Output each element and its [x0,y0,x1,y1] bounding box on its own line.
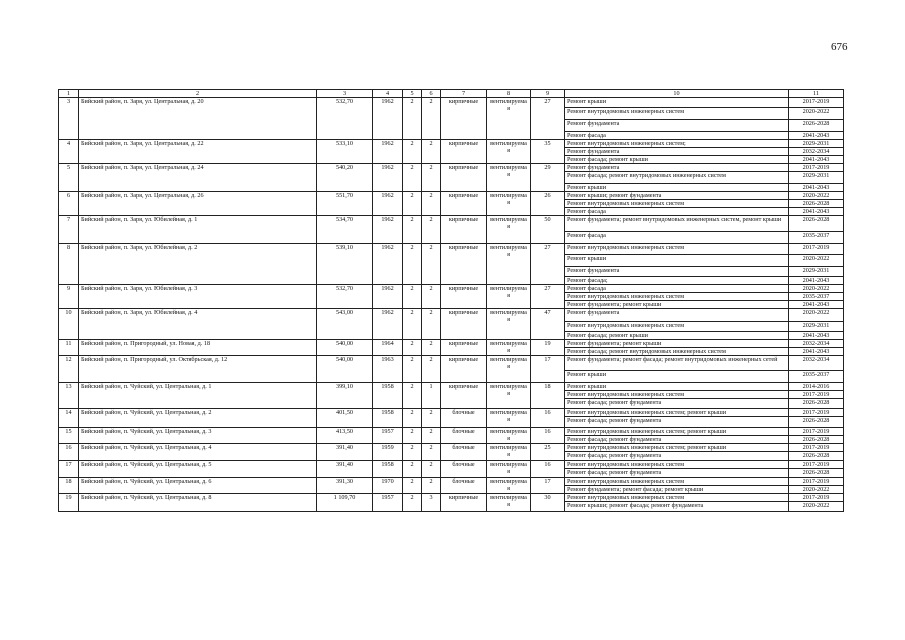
repair-work-cell: Ремонт крыши; ремонт фасада; ремонт фундамента [565,502,789,512]
header-cell: 3 [317,90,373,98]
entrances-cell: 2 [422,428,441,444]
floors-cell: 2 [403,216,422,244]
house-number-cell: 17 [59,461,79,478]
roof-type-cell: вентилируема я [487,98,531,140]
repair-work-cell: Ремонт крыши [565,98,789,108]
floors-cell: 2 [403,428,422,444]
area-cell: 539,10 [317,244,373,285]
repair-period-cell: 2017-2019 [789,444,844,452]
apartments-cell: 29 [531,164,565,192]
table-row [59,478,844,486]
entrances-cell: 2 [422,309,441,340]
repair-period-cell: 2041-2043 [789,156,844,164]
floors-cell: 2 [403,285,422,309]
repair-work-cell: Ремонт фундамента [565,148,789,156]
address-cell: Бийский район, п. Заря, ул. Центральная, д. 22 [79,140,317,164]
year-cell: 1958 [373,409,403,428]
repair-work-cell: Ремонт фундамента; ремонт крыши [565,301,789,309]
house-number-cell: 19 [59,494,79,512]
wall-material-cell: кирпичные [441,164,487,192]
table-row [59,444,844,452]
repair-period-cell: 2014-2016 [789,383,844,391]
repair-period-cell: 2020-2022 [789,309,844,322]
repair-period-cell: 2026-2028 [789,469,844,478]
repair-period-cell: 2017-2019 [789,461,844,469]
year-cell: 1957 [373,428,403,444]
entrances-cell: 2 [422,216,441,244]
roof-type-cell: вентилируема я [487,140,531,164]
repair-work-cell: Ремонт фасада [565,208,789,216]
repair-work-cell: Ремонт внутридомовых инженерных систем; ремонт крыши [565,409,789,417]
repair-work-cell: Ремонт внутридомовых инженерных систем; [565,140,789,148]
repair-work-cell: Ремонт внутридомовых инженерных систем [565,293,789,301]
table-row [59,285,844,293]
apartments-cell: 26 [531,192,565,216]
wall-material-cell: кирпичные [441,192,487,216]
header-cell: 4 [373,90,403,98]
year-cell: 1958 [373,383,403,409]
address-cell: Бийский район, п. Чуйский, ул. Центральная, д. 4 [79,444,317,461]
year-cell: 1962 [373,285,403,309]
year-cell: 1962 [373,98,403,140]
repair-work-cell: Ремонт внутридомовых инженерных систем [565,461,789,469]
house-number-cell: 4 [59,140,79,164]
repair-period-cell: 2020-2022 [789,502,844,512]
apartments-cell: 16 [531,461,565,478]
year-cell: 1962 [373,192,403,216]
header-cell: 5 [403,90,422,98]
area-cell: 534,70 [317,216,373,244]
roof-type-cell: вентилируема я [487,444,531,461]
year-cell: 1970 [373,478,403,494]
repair-work-cell: Ремонт фасада; ремонт фундамента [565,399,789,409]
address-cell: Бийский район, п. Заря, ул. Юбилейная, д. 1 [79,216,317,244]
table-row [59,461,844,469]
area-cell: 391,40 [317,461,373,478]
house-number-cell: 9 [59,285,79,309]
area-cell: 532,70 [317,285,373,309]
floors-cell: 2 [403,444,422,461]
apartments-cell: 16 [531,409,565,428]
house-number-cell: 8 [59,244,79,285]
apartments-cell: 50 [531,216,565,244]
repair-period-cell: 2020-2022 [789,192,844,200]
floors-cell: 2 [403,356,422,383]
repair-schedule-table [58,89,844,512]
repair-period-cell: 2026-2028 [789,216,844,232]
wall-material-cell: кирпичные [441,309,487,340]
header-cell: 11 [789,90,844,98]
entrances-cell: 2 [422,409,441,428]
header-cell: 1 [59,90,79,98]
repair-period-cell: 2041-2043 [789,208,844,216]
entrances-cell: 3 [422,494,441,512]
page-number: 676 [831,41,848,53]
repair-period-cell: 2026-2028 [789,200,844,208]
table-row [59,140,844,148]
area-cell: 399,10 [317,383,373,409]
repair-work-cell: Ремонт крыши [565,383,789,391]
repair-period-cell: 2032-2034 [789,340,844,348]
floors-cell: 2 [403,494,422,512]
address-cell: Бийский район, п. Чуйский, ул. Центральная, д. 5 [79,461,317,478]
year-cell: 1964 [373,340,403,356]
repair-period-cell: 2029-2031 [789,172,844,184]
area-cell: 551,70 [317,192,373,216]
house-number-cell: 13 [59,383,79,409]
table-row [59,216,844,232]
roof-type-cell: вентилируема я [487,409,531,428]
address-cell: Бийский район, п. Чуйский, ул. Центральная, д. 8 [79,494,317,512]
house-number-cell: 6 [59,192,79,216]
repair-period-cell: 2032-2034 [789,148,844,156]
table-body [59,98,844,512]
repair-period-cell: 2017-2019 [789,244,844,255]
address-cell: Бийский район, п. Заря, ул. Юбилейная, д. 2 [79,244,317,285]
repair-work-cell: Ремонт фасада; ремонт фундамента [565,436,789,444]
repair-period-cell: 2026-2028 [789,436,844,444]
table-row [59,244,844,255]
table-row [59,98,844,108]
repair-work-cell: Ремонт внутридомовых инженерных систем [565,108,789,120]
header-cell: 8 [487,90,531,98]
address-cell: Бийский район, п. Чуйский, ул. Центральная, д. 3 [79,428,317,444]
area-cell: 532,70 [317,98,373,140]
table-row [59,409,844,417]
repair-work-cell: Ремонт фасада; ремонт крыши [565,332,789,340]
repair-period-cell: 2029-2031 [789,140,844,148]
wall-material-cell: кирпичные [441,356,487,383]
repair-period-cell: 2041-2043 [789,332,844,340]
repair-period-cell: 2041-2043 [789,301,844,309]
repair-period-cell: 2029-2031 [789,267,844,277]
repair-work-cell: Ремонт фасада; ремонт внутридомовых инженерных систем [565,172,789,184]
wall-material-cell: кирпичные [441,98,487,140]
entrances-cell: 2 [422,244,441,285]
area-cell: 540,00 [317,340,373,356]
floors-cell: 2 [403,478,422,494]
repair-period-cell: 2017-2019 [789,391,844,399]
roof-type-cell: вентилируема я [487,356,531,383]
wall-material-cell: блочные [441,478,487,494]
area-cell: 391,40 [317,444,373,461]
floors-cell: 2 [403,140,422,164]
table-row [59,428,844,436]
repair-work-cell: Ремонт фасада [565,132,789,140]
entrances-cell: 2 [422,140,441,164]
apartments-cell: 18 [531,383,565,409]
header-cell: 10 [565,90,789,98]
repair-work-cell: Ремонт фасада; ремонт фундамента [565,469,789,478]
address-cell: Бийский район, п. Пригородный, ул. Новая, д. 18 [79,340,317,356]
house-number-cell: 12 [59,356,79,383]
house-number-cell: 18 [59,478,79,494]
repair-work-cell: Ремонт фундамента [565,120,789,132]
entrances-cell: 2 [422,478,441,494]
house-number-cell: 10 [59,309,79,340]
address-cell: Бийский район, п. Чуйский, ул. Центральная, д. 1 [79,383,317,409]
floors-cell: 2 [403,340,422,356]
repair-work-cell: Ремонт внутридомовых инженерных систем [565,478,789,486]
repair-period-cell: 2035-2037 [789,293,844,301]
table-row [59,192,844,200]
entrances-cell: 2 [422,164,441,192]
repair-work-cell: Ремонт фасада; [565,277,789,285]
header-row [59,90,844,98]
apartments-cell: 35 [531,140,565,164]
repair-work-cell: Ремонт фундамента [565,309,789,322]
wall-material-cell: блочные [441,444,487,461]
wall-material-cell: блочные [441,428,487,444]
year-cell: 1963 [373,356,403,383]
repair-period-cell: 2041-2043 [789,277,844,285]
table-row [59,383,844,391]
address-cell: Бийский район, п. Чуйский, ул. Центральная, д. 2 [79,409,317,428]
house-number-cell: 7 [59,216,79,244]
entrances-cell: 2 [422,285,441,309]
repair-period-cell: 2017-2019 [789,164,844,172]
roof-type-cell: вентилируема я [487,285,531,309]
year-cell: 1962 [373,244,403,285]
repair-period-cell: 2017-2019 [789,409,844,417]
area-cell: 1 109,70 [317,494,373,512]
repair-work-cell: Ремонт фасада; ремонт фундамента [565,417,789,428]
repair-work-cell: Ремонт фасада [565,232,789,244]
repair-work-cell: Ремонт внутридомовых инженерных систем [565,200,789,208]
repair-period-cell: 2029-2031 [789,322,844,332]
floors-cell: 2 [403,244,422,285]
repair-period-cell: 2035-2037 [789,371,844,383]
area-cell: 543,00 [317,309,373,340]
repair-period-cell: 2041-2043 [789,184,844,192]
roof-type-cell: вентилируема я [487,340,531,356]
year-cell: 1957 [373,494,403,512]
area-cell: 533,10 [317,140,373,164]
repair-work-cell: Ремонт фундамента [565,267,789,277]
repair-period-cell: 2017-2019 [789,428,844,436]
repair-work-cell: Ремонт фасада [565,285,789,293]
repair-work-cell: Ремонт фундамента; ремонт крыши [565,340,789,348]
wall-material-cell: кирпичные [441,140,487,164]
table-row [59,164,844,172]
repair-period-cell: 2026-2028 [789,399,844,409]
year-cell: 1962 [373,164,403,192]
repair-period-cell: 2017-2019 [789,494,844,502]
repair-work-cell: Ремонт крыши [565,184,789,192]
entrances-cell: 2 [422,340,441,356]
header-cell: 9 [531,90,565,98]
repair-period-cell: 2026-2028 [789,120,844,132]
wall-material-cell: кирпичные [441,244,487,285]
address-cell: Бийский район, п. Заря, ул. Центральная, д. 24 [79,164,317,192]
house-number-cell: 5 [59,164,79,192]
apartments-cell: 25 [531,444,565,461]
apartments-cell: 30 [531,494,565,512]
floors-cell: 2 [403,192,422,216]
wall-material-cell: кирпичные [441,216,487,244]
repair-work-cell: Ремонт внутридомовых инженерных систем [565,244,789,255]
roof-type-cell: вентилируема я [487,309,531,340]
repair-work-cell: Ремонт внутридомовых инженерных систем [565,494,789,502]
repair-work-cell: Ремонт внутридомовых инженерных систем [565,391,789,399]
repair-period-cell: 2041-2043 [789,132,844,140]
year-cell: 1962 [373,309,403,340]
house-number-cell: 15 [59,428,79,444]
table-row [59,356,844,371]
apartments-cell: 47 [531,309,565,340]
repair-work-cell: Ремонт внутридомовых инженерных систем [565,322,789,332]
wall-material-cell: кирпичные [441,383,487,409]
roof-type-cell: вентилируема я [487,494,531,512]
repair-work-cell: Ремонт фундамента [565,164,789,172]
apartments-cell: 27 [531,244,565,285]
roof-type-cell: вентилируема я [487,383,531,409]
floors-cell: 2 [403,409,422,428]
repair-period-cell: 2026-2028 [789,452,844,461]
table-row [59,309,844,322]
entrances-cell: 2 [422,98,441,140]
address-cell: Бийский район, п. Чуйский, ул. Центральная, д. 6 [79,478,317,494]
repair-period-cell: 2041-2043 [789,348,844,356]
floors-cell: 2 [403,164,422,192]
roof-type-cell: вентилируема я [487,461,531,478]
area-cell: 540,20 [317,164,373,192]
year-cell: 1959 [373,444,403,461]
address-cell: Бийский район, п. Заря, ул. Центральная, д. 26 [79,192,317,216]
repair-period-cell: 2032-2034 [789,356,844,371]
repair-work-cell: Ремонт фасада; ремонт фундамента [565,452,789,461]
repair-period-cell: 2017-2019 [789,478,844,486]
wall-material-cell: блочные [441,461,487,478]
area-cell: 391,30 [317,478,373,494]
house-number-cell: 14 [59,409,79,428]
apartments-cell: 27 [531,98,565,140]
address-cell: Бийский район, п. Заря, ул. Юбилейная, д. 4 [79,309,317,340]
floors-cell: 2 [403,461,422,478]
repair-period-cell: 2020-2022 [789,255,844,267]
entrances-cell: 2 [422,356,441,383]
repair-work-cell: Ремонт крыши [565,255,789,267]
apartments-cell: 19 [531,340,565,356]
area-cell: 413,50 [317,428,373,444]
header-cell: 6 [422,90,441,98]
table-row [59,494,844,502]
repair-work-cell: Ремонт крыши [565,371,789,383]
entrances-cell: 2 [422,461,441,478]
repair-work-cell: Ремонт фасада; ремонт крыши [565,156,789,164]
address-cell: Бийский район, п. Пригородный, ул. Октябрьская, д. 12 [79,356,317,383]
repair-work-cell: Ремонт крыши; ремонт фундамента [565,192,789,200]
year-cell: 1958 [373,461,403,478]
apartments-cell: 17 [531,478,565,494]
repair-period-cell: 2020-2022 [789,108,844,120]
roof-type-cell: вентилируема я [487,428,531,444]
header-cell: 2 [79,90,317,98]
repair-period-cell: 2026-2028 [789,417,844,428]
wall-material-cell: кирпичные [441,494,487,512]
year-cell: 1962 [373,216,403,244]
repair-period-cell: 2035-2037 [789,232,844,244]
apartments-cell: 17 [531,356,565,383]
floors-cell: 2 [403,98,422,140]
area-cell: 401,50 [317,409,373,428]
repair-period-cell: 2020-2022 [789,285,844,293]
address-cell: Бийский район, п. Заря, ул. Центральная, д. 20 [79,98,317,140]
table-row [59,340,844,348]
repair-period-cell: 2020-2022 [789,486,844,494]
house-number-cell: 3 [59,98,79,140]
repair-period-cell: 2017-2019 [789,98,844,108]
year-cell: 1962 [373,140,403,164]
house-number-cell: 11 [59,340,79,356]
address-cell: Бийский район, п. Заря, ул. Юбилейная, д. 3 [79,285,317,309]
wall-material-cell: кирпичные [441,340,487,356]
entrances-cell: 1 [422,383,441,409]
floors-cell: 2 [403,383,422,409]
roof-type-cell: вентилируема я [487,192,531,216]
roof-type-cell: вентилируема я [487,244,531,285]
repair-work-cell: Ремонт фундамента; ремонт фасада; ремонт внутридомовых инженерных сетей [565,356,789,371]
repair-work-cell: Ремонт фасада; ремонт внутридомовых инженерных систем [565,348,789,356]
header-cell: 7 [441,90,487,98]
apartments-cell: 27 [531,285,565,309]
house-number-cell: 16 [59,444,79,461]
wall-material-cell: кирпичные [441,285,487,309]
entrances-cell: 2 [422,192,441,216]
repair-work-cell: Ремонт внутридомовых инженерных систем; ремонт крыши [565,444,789,452]
roof-type-cell: вентилируема я [487,478,531,494]
roof-type-cell: вентилируема я [487,216,531,244]
floors-cell: 2 [403,309,422,340]
area-cell: 540,00 [317,356,373,383]
wall-material-cell: блочные [441,409,487,428]
entrances-cell: 2 [422,444,441,461]
apartments-cell: 16 [531,428,565,444]
roof-type-cell: вентилируема я [487,164,531,192]
repair-work-cell: Ремонт внутридомовых инженерных систем; ремонт крыши [565,428,789,436]
repair-work-cell: Ремонт фундамента; ремонт внутридомовых инженерных систем, ремонт крыши [565,216,789,232]
repair-work-cell: Ремонт фундамента; ремонт фасада; ремонт крыши [565,486,789,494]
